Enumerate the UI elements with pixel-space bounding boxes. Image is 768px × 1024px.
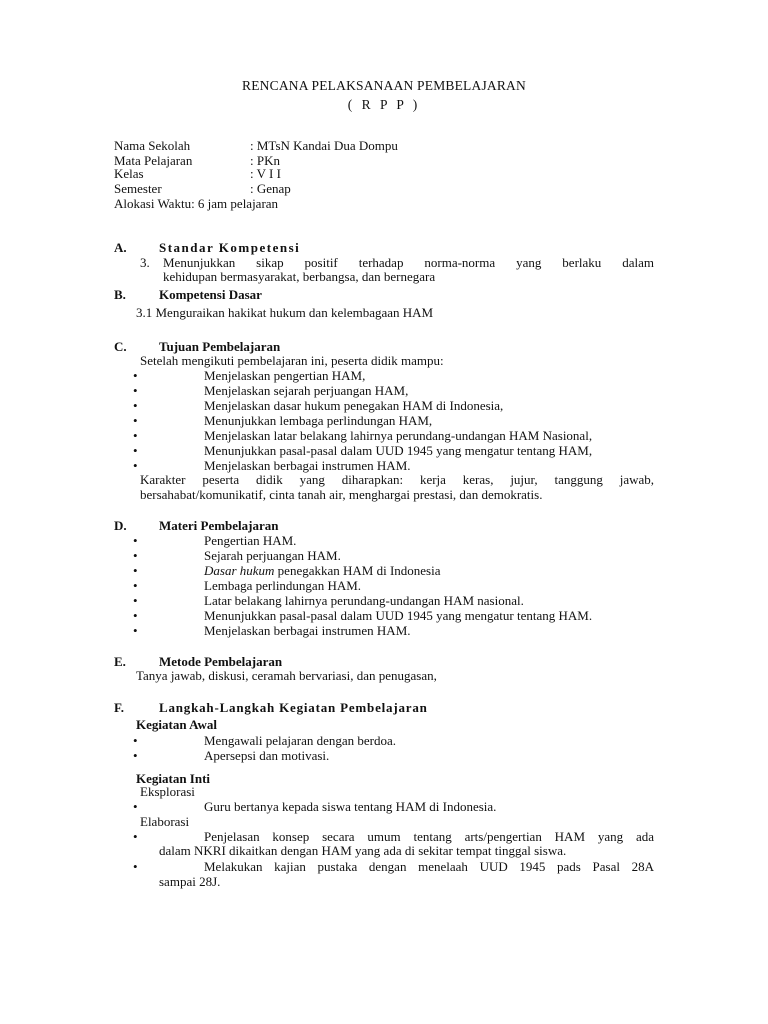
bullet-icon <box>133 608 138 623</box>
class-value: : V I I <box>250 166 281 181</box>
item-text: penegakkan HAM di Indonesia <box>274 563 441 578</box>
bullet-icon <box>133 733 138 748</box>
section-a-item-line1: Menunjukkan sikap positif terhadap norma-norma yang berlaku dalam <box>163 255 654 270</box>
section-f-heading: Langkah-Langkah Kegiatan Pembelajaran <box>159 700 428 715</box>
bullet-icon <box>133 383 138 398</box>
list-item: Menjelaskan sejarah perjuangan HAM, <box>204 383 409 398</box>
section-a-letter: A. <box>114 240 127 255</box>
list-item: Menjelaskan berbagai instrumen HAM. <box>204 623 411 638</box>
section-e-heading: Metode Pembelajaran <box>159 654 283 669</box>
elaborasi-item1-line2: dalam NKRI dikaitkan dengan HAM yang ada di sekitar tempat tinggal siswa. <box>159 843 567 858</box>
elaborasi-label: Elaborasi <box>140 814 190 829</box>
list-item: Guru bertanya kepada siswa tentang HAM di Indonesia. <box>204 799 497 814</box>
character-line2: bersahabat/komunikatif, cinta tanah air, menghargai prestasi, dan demokratis. <box>140 487 543 502</box>
bullet-icon <box>133 563 138 578</box>
bullet-icon <box>133 398 138 413</box>
list-item: Menjelaskan dasar hukum penegakan HAM di Indonesia, <box>204 398 504 413</box>
bullet-icon <box>133 533 138 548</box>
class-label: Kelas <box>114 166 144 181</box>
bullet-icon <box>133 799 138 814</box>
section-a-item-number: 3. <box>140 255 150 270</box>
list-item: Menjelaskan pengertian HAM, <box>204 368 366 383</box>
bullet-icon <box>133 578 138 593</box>
bullet-icon <box>133 458 138 473</box>
section-a-heading: Standar Kompetensi <box>159 240 301 255</box>
semester-value: : Genap <box>250 181 291 196</box>
list-item: Menunjukkan pasal-pasal dalam UUD 1945 yang mengatur tentang HAM. <box>204 608 593 623</box>
school-value: : MTsN Kandai Dua Dompu <box>250 138 398 153</box>
list-item: Latar belakang lahirnya perundang-undangan HAM nasional. <box>204 593 524 608</box>
document-subtitle: ( R P P ) <box>347 97 421 112</box>
list-item: Menunjukkan pasal-pasal dalam UUD 1945 yang mengatur tentang HAM, <box>204 443 593 458</box>
bullet-icon <box>133 443 138 458</box>
section-e-text: Tanya jawab, diskusi, ceramah bervariasi, dan penugasan, <box>136 668 437 683</box>
bullet-icon <box>133 593 138 608</box>
section-d-heading: Materi Pembelajaran <box>159 518 279 533</box>
bullet-icon <box>133 829 138 844</box>
section-a-item-line2: kehidupan bermasyarakat, berbangsa, dan bernegara <box>163 269 436 284</box>
section-c-letter: C. <box>114 339 127 354</box>
section-c-heading: Tujuan Pembelajaran <box>159 339 281 354</box>
section-c-intro: Setelah mengikuti pembelajaran ini, peserta didik mampu: <box>140 353 444 368</box>
elaborasi-item2-line2: sampai 28J. <box>159 874 221 889</box>
character-line1: Karakter peserta didik yang diharapkan: kerja keras, jujur, tanggung jawab, <box>140 472 654 487</box>
italic-term: Dasar hukum <box>204 563 275 578</box>
semester-label: Semester <box>114 181 162 196</box>
section-e-letter: E. <box>114 654 126 669</box>
list-item: Sejarah perjuangan HAM. <box>204 548 341 563</box>
document-title: RENCANA PELAKSANAAN PEMBELAJARAN <box>242 78 526 93</box>
subject-value: : PKn <box>250 153 280 168</box>
section-b-item: 3.1 Menguraikan hakikat hukum dan kelembagaan HAM <box>136 305 434 320</box>
list-item: Pengertian HAM. <box>204 533 297 548</box>
bullet-icon <box>133 623 138 638</box>
list-item: Menjelaskan latar belakang lahirnya perundang-undangan HAM Nasional, <box>204 428 593 443</box>
list-item: Menunjukkan lembaga perlindungan HAM, <box>204 413 433 428</box>
bullet-icon <box>133 748 138 763</box>
list-item: Lembaga perlindungan HAM. <box>204 578 362 593</box>
section-b-heading: Kompetensi Dasar <box>159 287 262 302</box>
kegiatan-awal-heading: Kegiatan Awal <box>136 717 218 732</box>
subject-label: Mata Pelajaran <box>114 153 193 168</box>
elaborasi-item1-line1: Penjelasan konsep secara umum tentang arts/pengertian HAM yang ada <box>204 829 654 844</box>
section-f-letter: F. <box>114 700 124 715</box>
bullet-icon <box>133 368 138 383</box>
kegiatan-inti-heading: Kegiatan Inti <box>136 771 211 786</box>
bullet-icon <box>133 413 138 428</box>
school-label: Nama Sekolah <box>114 138 191 153</box>
list-item: Apersepsi dan motivasi. <box>204 748 330 763</box>
list-item: Menjelaskan berbagai instrumen HAM. <box>204 458 411 473</box>
elaborasi-item2-line1: Melakukan kajian pustaka dengan menelaah UUD 1945 pads Pasal 28A <box>204 859 654 874</box>
bullet-icon <box>133 428 138 443</box>
section-b-letter: B. <box>114 287 126 302</box>
list-item: Mengawali pelajaran dengan berdoa. <box>204 733 397 748</box>
eksplorasi-label: Eksplorasi <box>140 784 195 799</box>
bullet-icon <box>133 548 138 563</box>
list-item <box>204 563 441 578</box>
section-d-letter: D. <box>114 518 127 533</box>
time-allocation: Alokasi Waktu: 6 jam pelajaran <box>114 196 279 211</box>
bullet-icon <box>133 859 138 874</box>
